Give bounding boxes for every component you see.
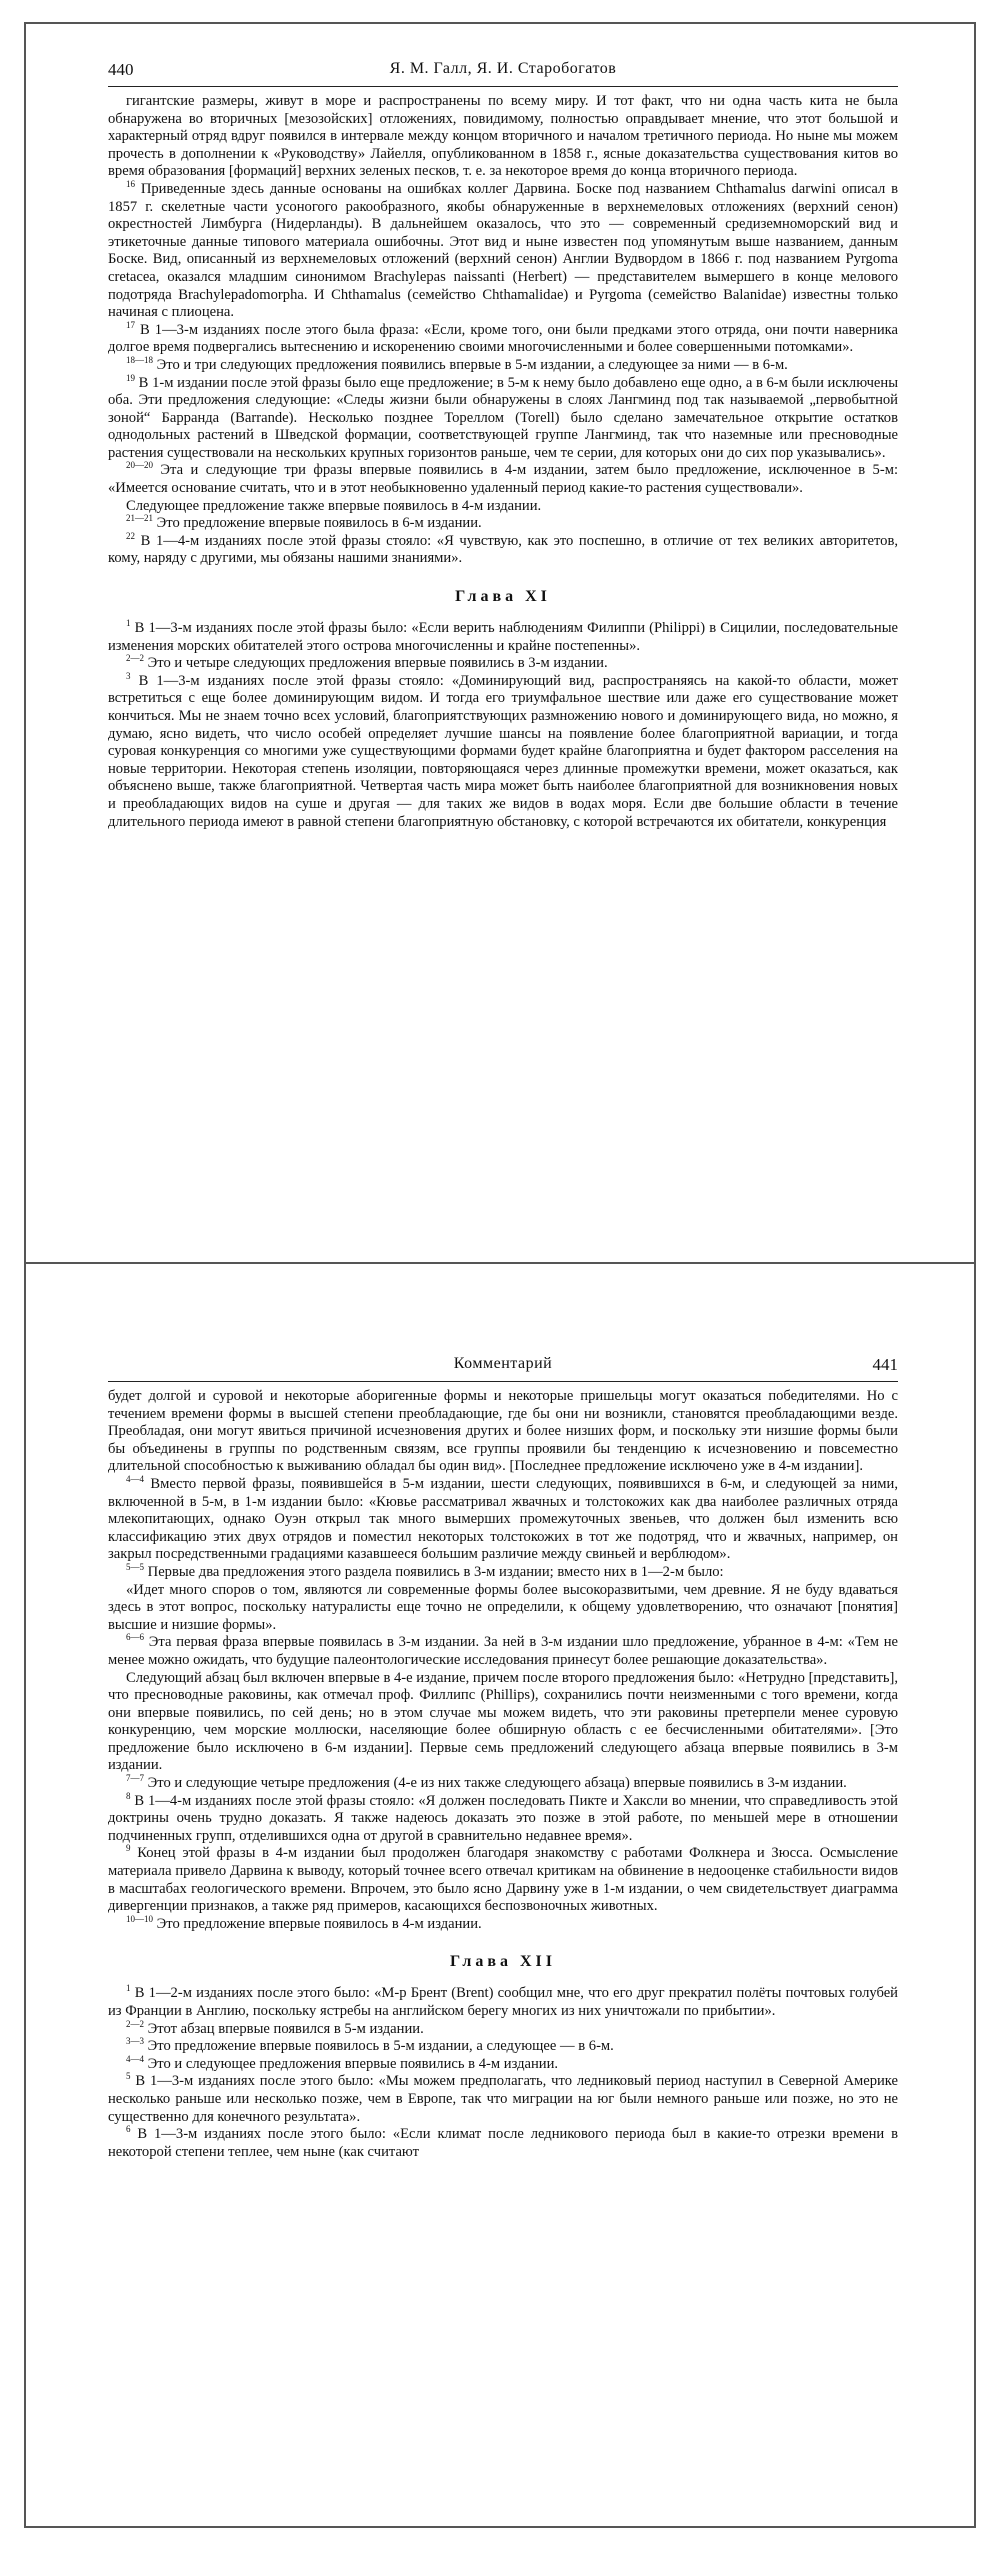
- note-number: 17: [126, 319, 135, 330]
- paragraph-text: В 1—2-м изданиях после этого было: «М-р Брент (Brent) сообщил мне, что его друг прекратил полёты почтовых голубей из Франции в Англию, поскольку ястребы на английском берегу многих из них уничтожали по прибытии».: [108, 1985, 898, 2019]
- note-number: 5—5: [126, 1562, 144, 1573]
- page-number: 441: [872, 1355, 898, 1374]
- running-head: Я. М. Галл, Я. И. Старобогатов: [389, 60, 617, 77]
- commentary-paragraph: [108, 1582, 898, 1635]
- note-number: 19: [126, 372, 135, 383]
- paragraph-text: Это предложение впервые появилось в 5-м издании, а следующее — в 6-м.: [147, 2038, 614, 2055]
- paragraph-text: Эта первая фраза впервые появилась в 3-м издании. За ней в 3-м издании шло предложение, убранное в 4-м: «Тем не менее можно ожидать, что будущие палеонтологические исследования принесут более решающие доказательства».: [108, 1634, 899, 1668]
- paragraph-text: Приведенные здесь данные основаны на ошибках коллег Дарвина. Боске под названием Chthamalus darwini описал в 1857 г. скелетные части усоногого ракообразного, якобы обнаруженные в верхнемеловых отложениях (верхний сенон) окрестностей Лимбурга (Нидерланды). В дальнейшем оказалось, что это — современный средиземноморский вид и этикеточные данные типового материала ошибочны. Этот вид и ныне известен под упомянутым выше названием, данным Боске. Вид, описанный из верхнемеловых отложений (верхний сенон) Англии Вудвордом в 1866 г. под названием Pyrgoma cretacea, оказался младшим синонимом Brachylepas naissanti (Herbert) — представителем вымершего в конце мелового подотряда Brachylepadomorpha. И Chthamalus (семейство Chthamalidae) и Pyrgoma (семейство Balanidae) известны только начиная с плиоцена.: [108, 180, 898, 321]
- page-header: [108, 1355, 898, 1382]
- note-number: 5: [126, 2071, 131, 2082]
- paragraph-text: В 1—3-м изданиях после этого было: «Мы можем предполагать, что ледниковый период наступил в Северной Америке несколько раньше или несколько позже, чем в Европе, так что миграции на юг были немного раньше или позже, но это не существенно для конечного результата».: [108, 2073, 899, 2125]
- page-number: 440: [108, 60, 134, 79]
- note-number: 6—6: [126, 1632, 144, 1643]
- paragraph-text: гигантские размеры, живут в море и распространены по всему миру. И тот факт, что ни одна часть кита не была обнаружена во вторичных [мезозойских] отложениях, повидимому, полностью оправдывает мнение, что этот большой и характерный отряд вдруг появился в интервале между концом вторичного и началом третичного периода. Но ныне мы можем прочесть в дополнении к «Руководству» Лайелля, опубликованном в 1858 г., ясные доказательства существования китов во время образования [формаций] верхних зеленых песков, т. е. за некоторое время до конца вторичного периода.: [108, 93, 898, 180]
- note-number: 18—18: [126, 355, 153, 366]
- page-divider: [24, 1262, 976, 1264]
- commentary-paragraph: [108, 462, 898, 497]
- commentary-paragraph: [108, 1775, 898, 1793]
- commentary-paragraph: [108, 1564, 898, 1582]
- note-number: 6: [126, 2124, 131, 2135]
- note-number: 3—3: [126, 2036, 144, 2047]
- paragraph-text: Это и следующие четыре предложения (4-е из них также следующего абзаца) впервые появились в 3-м издании.: [147, 1775, 847, 1792]
- commentary-paragraph: [108, 1985, 898, 2020]
- note-number: 7—7: [126, 1773, 144, 1784]
- note-number: 2—2: [126, 2018, 144, 2029]
- commentary-paragraph: [108, 2126, 898, 2161]
- commentary-paragraph: [108, 1634, 898, 1669]
- paragraph-text: Это предложение впервые появилось в 6-м издании.: [156, 515, 482, 532]
- paragraph-text: Этот абзац впервые появился в 5-м издании.: [147, 2020, 424, 2037]
- commentary-paragraph: [108, 498, 898, 516]
- paragraph-text: Вместо первой фразы, появившейся в 5-м издании, шести следующих, появившихся в 6-м, и следующей за ними, включенной в 5-м, в 1-м издании было: «Кювье рассматривал жвачных и толстокожих как два наиболее различных отряда млекопитающих, однако Оуэн открыл так много вымерших промежуточных звеньев, что должен был изменить всю классификацию этих двух отрядов и поместил некоторых толстокожих в тот же подотряд, что и жвачных, например, он закрыл посредственными градациями казавшееся большим различие между свиньей и верблюдом».: [108, 1475, 898, 1563]
- page-body-continued: [108, 1985, 898, 2161]
- note-number: 3: [126, 670, 131, 681]
- chapter-heading: Глава XI: [455, 588, 551, 606]
- running-head: Комментарий: [453, 1355, 553, 1372]
- paragraph-text: Эта и следующие три фразы впервые появились в 4-м издании, затем было предложение, исключенное в 5-м: «Имеется основание считать, что и в этот необыкновенно удаленный период какие-то растения существовали».: [108, 462, 898, 497]
- commentary-paragraph: [108, 2018, 898, 2039]
- commentary-paragraph: [108, 670, 898, 831]
- page-440: [108, 60, 898, 1230]
- paragraph-text: Это и три следующих предложения появились впервые в 5-м издании, а следующее за ними — в 6-м.: [156, 356, 788, 373]
- commentary-paragraph: [108, 1670, 898, 1776]
- page-body-continued: [108, 620, 898, 831]
- page-body: [108, 1388, 898, 1933]
- commentary-paragraph: [108, 530, 898, 568]
- note-number: 8: [126, 1790, 131, 1801]
- paragraph-text: Следующий абзац был включен впервые в 4-е издание, причем после второго предложения было: «Нетрудно [представить], что пресноводные раковины, как отмечал проф. Филлипс (Phillips), сохранились почти неизменными с того времени, когда они впервые появились, по сей день; но в этом случае мы можем видеть, что эти раковины претерпели менее суровую конкуренцию, чем морские моллюски, населяющие более обширную область с ее бесчисленными обитателями». [Это предложение было исключено в 6-м издании]. Первые семь предложений следующего абзаца впервые появились в 3-м издании.: [108, 1669, 898, 1774]
- paragraph-text: Это предложение впервые появилось в 4-м издании.: [156, 1915, 482, 1932]
- paragraph-text: «Идет много споров о том, являются ли современные формы более высокоразвитыми, чем древние. Я не буду вдаваться здесь в этот вопрос, поскольку натуралисты еще точно не определили, к общему удовлетворению, что означают [понятия] высшие и низшие формы».: [108, 1581, 898, 1633]
- note-number: 16: [126, 179, 135, 190]
- paragraph-text: В 1—4-м изданиях после этой фразы стояло: «Я чувствую, как это поспешно, в отличие от тех великих авторитетов, кому, наряду с другими, мы обязаны нашими знаниями».: [108, 532, 898, 567]
- note-number: 4—4: [126, 2053, 144, 2064]
- paragraph-text: Конец этой фразы в 4-м издании был продолжен благодаря знакомству с работами Фолкнера и Зюсса. Осмысление материала привело Дарвина к выводу, который точнее всего отвечал критикам на обвинение в недооценке стабильности видов в масштабах геологического времени. Впрочем, это было ясно Дарвину уже в 1-м издании, о чем свидетельствует диаграмма дивергенции признаков, а также ряд примеров, касающихся беспозвоночных животных.: [108, 1845, 898, 1915]
- commentary-paragraph: [108, 655, 898, 673]
- paragraph-text: Следующее предложение также впервые появилось в 4-м издании.: [126, 497, 542, 514]
- paragraph-text: Это и следующее предложения впервые появились в 4-м издании.: [147, 2055, 559, 2072]
- commentary-paragraph: [108, 2073, 898, 2126]
- note-number: 4—4: [126, 1474, 144, 1485]
- paragraph-text: В 1—3-м изданиях после этого было: «Если климат после ледникового периода был в какие-то отрезки времени в некоторой степени теплее, чем ныне (как считают: [108, 2126, 898, 2160]
- commentary-paragraph: [108, 1476, 898, 1564]
- note-number: 9: [126, 1843, 131, 1854]
- chapter-heading: Глава XII: [450, 1953, 556, 1971]
- note-number: 1: [126, 618, 131, 629]
- commentary-paragraph: [108, 515, 898, 533]
- paragraph-text: В 1—4-м изданиях после этой фразы стояло: «Я должен последовать Пикте и Хаксли во мнении, что справедливость этой доктрины очень трудно доказать. Я также надеюсь доказать это позже в этой работе, по меньшей мере в отношении подчиненных групп, отделившихся одна от другой в сравнительно недавнее время».: [108, 1792, 898, 1844]
- note-number: 20—20: [126, 460, 153, 471]
- paragraph-text: В 1-м издании после этой фразы было еще предложение; в 5-м к нему было добавлено еще одно, а в 6-м были исключены оба. Эти предложения следующие: «Следы жизни были обнаружены в слоях Лангминд под так называемой „первобытной зоной“ Барранда (Barrande). Несколько позднее Тореллом (Torell) было сделано замечательное открытие остатков однодольных растений в Шведской формации, соответствующей группе Лангминд, так что наземные или пресноводные растения существовали на нескольких крупных горизонтов раньше, чем те серии, для которых они до сих пор указывались».: [108, 374, 898, 461]
- commentary-paragraph: [108, 93, 898, 181]
- note-number: 2—2: [126, 653, 144, 664]
- commentary-paragraph: [108, 372, 898, 463]
- note-number: 22: [126, 530, 135, 541]
- commentary-paragraph: [108, 1913, 898, 1934]
- commentary-paragraph: [108, 1388, 898, 1476]
- paragraph-text: Первые два предложения этого раздела появились в 3-м издании; вместо них в 1—2-м было:: [147, 1563, 724, 1580]
- note-number: 1: [126, 1983, 131, 1994]
- commentary-paragraph: [108, 319, 898, 357]
- paragraph-text: Это и четыре следующих предложения впервые появились в 3-м издании.: [147, 655, 608, 672]
- commentary-paragraph: [108, 181, 898, 322]
- commentary-paragraph: [108, 620, 898, 655]
- paragraph-text: В 1—3-м изданиях после этой фразы было: «Если верить наблюдениям Филиппи (Philippi) в Сицилии, последовательные изменения морских обитателей этого острова многочисленны и крайне постепенны».: [108, 620, 898, 654]
- commentary-paragraph: [108, 1790, 898, 1846]
- paragraph-text: В 1—3-м изданиях после этой фразы стояло: «Доминирующий вид, распространяясь на какой-то области, может встретиться с еще более доминирующим видом. И тогда его триумфальное шествие или даже его существование может кончиться. Мы не знаем точно всех условий, благоприятствующих размножению нового и доминирующего вида, но можно, я думаю, ясно видеть, что число особей определяет лучшие шансы на появление более благоприятной вариации, и тогда суровая конкуренция со многими уже существующими формами будет крайне благоприятна и будет фактором расселения на новые территории. Некоторая степень изоляции, повторяющаяся через длинные промежутки времени, может оказаться, как объяснено выше, также благоприятной. Четвертая часть мира может быть наиболее благоприятной для возникновения новых и преобладающих видов на суше и другая — для таких же видов в водах моря. Если две большие области в течение длительного периода имеют в равной степени благоприятную обстановку, с которой встречаются их обитатели, конкуренция: [108, 672, 898, 830]
- page-441: [108, 1355, 898, 2515]
- page-body: [108, 93, 898, 568]
- commentary-paragraph: [108, 2038, 898, 2056]
- commentary-paragraph: [108, 1845, 898, 1915]
- page-header: [108, 60, 898, 87]
- commentary-paragraph: [108, 2053, 898, 2074]
- paragraph-text: В 1—3-м изданиях после этого была фраза: «Если, кроме того, они были предками этого отряда, они почти наверника долгое время подвергались вытеснению и искоренению своими многочисленными и более совершенными потомками».: [108, 321, 898, 356]
- paragraph-text: будет долгой и суровой и некоторые аборигенные формы и некоторые пришельцы могут оказаться победителями. Но с течением времени формы в высшей степени преобладающие, где бы они ни возникли, становятся преобладающими везде. Преобладая, они могут явиться причиной исчезновения других и более низших форм, и поскольку эти низшие формы были бы объединены в группы по родственным связям, все группы проявили бы тенденцию к исчезновению и повсеместно длительной способностью к выживанию обладал бы один вид». [Последнее предложение исключено уже в 4-м издании].: [108, 1388, 898, 1475]
- note-number: 10—10: [126, 1913, 153, 1924]
- note-number: 21—21: [126, 513, 153, 524]
- commentary-paragraph: [108, 357, 898, 375]
